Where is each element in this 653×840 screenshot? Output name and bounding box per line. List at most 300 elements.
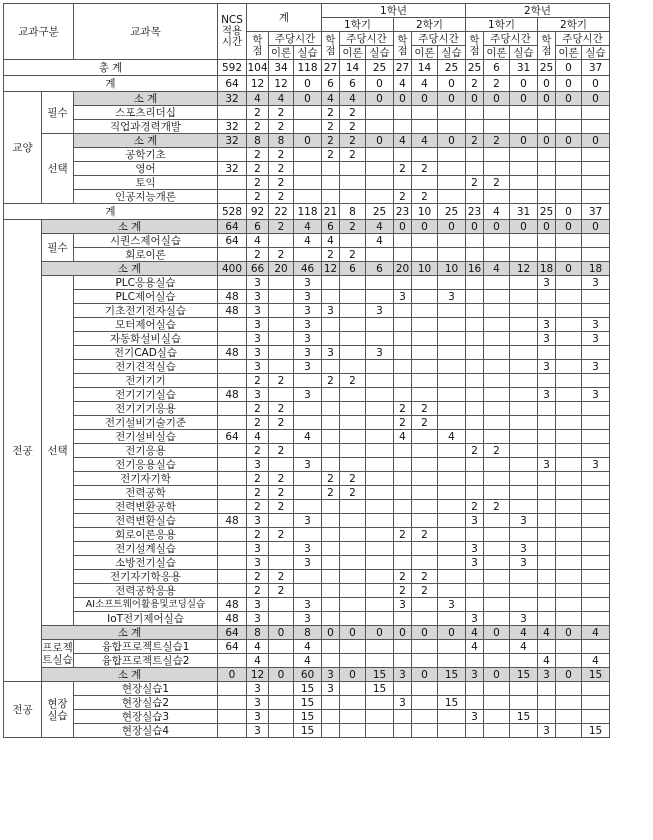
ncs-hours-cell xyxy=(218,542,247,556)
value-cell xyxy=(466,276,484,290)
table-row xyxy=(4,332,610,346)
value-cell xyxy=(412,234,438,248)
value-cell xyxy=(466,472,484,486)
value-cell: 3 xyxy=(538,458,556,472)
value-cell: 6 xyxy=(322,76,340,92)
value-cell xyxy=(538,234,556,248)
value-cell xyxy=(294,190,322,204)
value-cell: 31 xyxy=(510,204,538,220)
table-row xyxy=(4,612,610,626)
value-cell xyxy=(438,528,466,542)
table-row xyxy=(4,374,610,388)
value-cell xyxy=(294,486,322,500)
value-cell: 46 xyxy=(294,262,322,276)
value-cell: 3 xyxy=(538,360,556,374)
ncs-hours-cell: 64 xyxy=(218,640,247,654)
value-cell xyxy=(510,374,538,388)
ncs-hours-cell: 48 xyxy=(218,612,247,626)
value-cell: 6 xyxy=(322,220,340,234)
value-cell: 2 xyxy=(340,248,366,262)
value-cell xyxy=(438,570,466,584)
value-cell: 3 xyxy=(294,542,322,556)
value-cell: 8 xyxy=(340,204,366,220)
header-credit-line1: 학 xyxy=(469,33,480,46)
value-cell: 2 xyxy=(412,528,438,542)
value-cell: 3 xyxy=(438,290,466,304)
value-cell: 3 xyxy=(247,318,269,332)
value-cell: 34 xyxy=(269,60,294,76)
value-cell xyxy=(340,542,366,556)
value-cell: 3 xyxy=(294,346,322,360)
value-cell: 2 xyxy=(269,472,294,486)
value-cell xyxy=(412,710,438,724)
value-cell xyxy=(538,248,556,262)
header-credit-line1: 학 xyxy=(325,33,336,46)
group-project-line1: 프로젝 xyxy=(42,641,73,654)
value-cell: 2 xyxy=(247,528,269,542)
value-cell xyxy=(322,500,340,514)
value-cell xyxy=(340,190,366,204)
header-credit-line2: 점 xyxy=(325,44,336,57)
value-cell xyxy=(340,570,366,584)
value-cell: 4 xyxy=(538,626,556,640)
summary-row xyxy=(4,60,610,76)
value-cell xyxy=(438,444,466,458)
value-cell xyxy=(538,176,556,190)
curriculum-table-container xyxy=(3,3,610,738)
table-body xyxy=(4,60,610,738)
value-cell xyxy=(556,724,582,738)
value-cell xyxy=(269,654,294,668)
value-cell: 0 xyxy=(294,92,322,106)
course-name: 직업과경력개발 xyxy=(74,120,218,134)
value-cell xyxy=(484,724,510,738)
value-cell xyxy=(269,682,294,696)
value-cell xyxy=(510,290,538,304)
value-cell xyxy=(466,106,484,120)
value-cell xyxy=(438,654,466,668)
value-cell xyxy=(510,332,538,346)
value-cell: 2 xyxy=(466,176,484,190)
value-cell: 25 xyxy=(466,60,484,76)
value-cell: 4 xyxy=(294,220,322,234)
header-weekly-y1s1: 주당시간 xyxy=(340,32,394,46)
ncs-hours-cell: 48 xyxy=(218,388,247,402)
ncs-hours-cell: 32 xyxy=(218,162,247,176)
value-cell xyxy=(466,458,484,472)
value-cell xyxy=(582,106,610,120)
value-cell xyxy=(366,640,394,654)
value-cell: 2 xyxy=(269,528,294,542)
value-cell: 2 xyxy=(247,416,269,430)
value-cell xyxy=(412,500,438,514)
value-cell: 4 xyxy=(484,262,510,276)
value-cell xyxy=(510,696,538,710)
value-cell: 3 xyxy=(538,388,556,402)
value-cell xyxy=(556,148,582,162)
ncs-hours-cell xyxy=(218,458,247,472)
value-cell xyxy=(438,388,466,402)
value-cell xyxy=(394,612,412,626)
ncs-hours-cell: 48 xyxy=(218,346,247,360)
value-cell xyxy=(582,570,610,584)
value-cell xyxy=(394,304,412,318)
value-cell xyxy=(366,248,394,262)
value-cell xyxy=(582,696,610,710)
value-cell xyxy=(466,696,484,710)
value-cell xyxy=(466,416,484,430)
value-cell xyxy=(394,388,412,402)
course-name: PLC제어실습 xyxy=(74,290,218,304)
value-cell xyxy=(366,388,394,402)
value-cell: 2 xyxy=(466,134,484,148)
value-cell xyxy=(340,430,366,444)
value-cell: 3 xyxy=(582,276,610,290)
value-cell xyxy=(510,458,538,472)
value-cell xyxy=(294,528,322,542)
value-cell: 2 xyxy=(269,570,294,584)
value-cell xyxy=(582,120,610,134)
value-cell xyxy=(538,120,556,134)
value-cell: 3 xyxy=(538,318,556,332)
value-cell: 0 xyxy=(438,92,466,106)
value-cell xyxy=(294,570,322,584)
ncs-hours-cell xyxy=(218,106,247,120)
ncs-hours-cell xyxy=(218,248,247,262)
value-cell xyxy=(466,724,484,738)
value-cell: 3 xyxy=(294,458,322,472)
table-row xyxy=(4,500,610,514)
ncs-hours-cell xyxy=(218,444,247,458)
value-cell xyxy=(484,556,510,570)
value-cell xyxy=(484,584,510,598)
value-cell xyxy=(582,584,610,598)
table-row xyxy=(4,190,610,204)
value-cell xyxy=(412,430,438,444)
course-name: 영어 xyxy=(74,162,218,176)
value-cell xyxy=(412,654,438,668)
ncs-hours-cell xyxy=(218,528,247,542)
value-cell: 3 xyxy=(247,682,269,696)
value-cell: 3 xyxy=(582,332,610,346)
value-cell xyxy=(538,682,556,696)
course-name: PLC응용실습 xyxy=(74,276,218,290)
value-cell: 2 xyxy=(484,500,510,514)
ncs-hours-cell: 64 xyxy=(218,430,247,444)
value-cell xyxy=(269,542,294,556)
value-cell xyxy=(269,276,294,290)
header-ncs-line2: 적용 xyxy=(221,25,243,37)
value-cell xyxy=(582,710,610,724)
value-cell xyxy=(538,514,556,528)
value-cell: 15 xyxy=(294,724,322,738)
value-cell: 0 xyxy=(556,626,582,640)
course-name: 소방전기실습 xyxy=(74,556,218,570)
value-cell xyxy=(322,598,340,612)
value-cell: 8 xyxy=(247,626,269,640)
value-cell xyxy=(294,162,322,176)
value-cell: 3 xyxy=(247,542,269,556)
value-cell xyxy=(538,430,556,444)
value-cell xyxy=(412,276,438,290)
course-name: 전기견적실습 xyxy=(74,360,218,374)
value-cell xyxy=(412,542,438,556)
value-cell: 4 xyxy=(394,430,412,444)
value-cell xyxy=(556,710,582,724)
value-cell: 4 xyxy=(466,640,484,654)
table-row xyxy=(4,682,610,696)
value-cell xyxy=(484,472,510,486)
category-jeongong: 전공 xyxy=(4,220,42,682)
value-cell: 15 xyxy=(582,724,610,738)
table-row xyxy=(4,416,610,430)
value-cell xyxy=(484,486,510,500)
value-cell xyxy=(340,500,366,514)
value-cell xyxy=(394,486,412,500)
value-cell xyxy=(412,318,438,332)
value-cell xyxy=(412,176,438,190)
value-cell xyxy=(484,388,510,402)
value-cell xyxy=(394,444,412,458)
value-cell xyxy=(340,514,366,528)
ncs-hours-cell xyxy=(218,710,247,724)
value-cell: 0 xyxy=(556,220,582,234)
value-cell xyxy=(340,388,366,402)
value-cell: 2 xyxy=(269,162,294,176)
value-cell: 3 xyxy=(247,724,269,738)
value-cell: 4 xyxy=(247,640,269,654)
value-cell xyxy=(556,640,582,654)
value-cell xyxy=(340,556,366,570)
value-cell xyxy=(556,458,582,472)
value-cell: 3 xyxy=(294,360,322,374)
course-name: 전기기기 xyxy=(74,374,218,388)
ncs-hours-cell xyxy=(218,416,247,430)
value-cell: 0 xyxy=(294,76,322,92)
value-cell: 3 xyxy=(538,668,556,682)
value-cell xyxy=(340,176,366,190)
value-cell xyxy=(556,332,582,346)
value-cell xyxy=(322,696,340,710)
value-cell: 0 xyxy=(269,668,294,682)
ncs-hours-cell: 32 xyxy=(218,92,247,106)
value-cell xyxy=(538,290,556,304)
summary-row xyxy=(4,92,610,106)
value-cell: 23 xyxy=(466,204,484,220)
value-cell: 0 xyxy=(556,60,582,76)
value-cell xyxy=(582,148,610,162)
value-cell: 0 xyxy=(510,92,538,106)
value-cell xyxy=(484,290,510,304)
ncs-hours-cell xyxy=(218,500,247,514)
value-cell xyxy=(556,276,582,290)
value-cell xyxy=(366,654,394,668)
value-cell: 2 xyxy=(412,162,438,176)
value-cell: 104 xyxy=(247,61,268,74)
value-cell xyxy=(294,106,322,120)
value-cell xyxy=(582,430,610,444)
value-cell: 10 xyxy=(412,204,438,220)
course-name: IoT전기제어실습 xyxy=(74,612,218,626)
value-cell: 3 xyxy=(294,276,322,290)
table-row xyxy=(4,248,610,262)
value-cell xyxy=(556,346,582,360)
table-row xyxy=(4,360,610,374)
value-cell xyxy=(438,500,466,514)
ncs-hours-cell: 48 xyxy=(218,290,247,304)
value-cell xyxy=(556,106,582,120)
value-cell: 25 xyxy=(438,60,466,76)
table-row xyxy=(4,486,610,500)
header-theory-y2s2: 이론 xyxy=(556,46,582,60)
value-cell: 27 xyxy=(394,60,412,76)
value-cell xyxy=(294,248,322,262)
value-cell xyxy=(438,332,466,346)
value-cell xyxy=(366,332,394,346)
value-cell xyxy=(322,458,340,472)
value-cell xyxy=(394,542,412,556)
value-cell xyxy=(582,374,610,388)
course-name: AI소프트웨어활용및코딩실습 xyxy=(74,598,218,612)
value-cell: 4 xyxy=(510,640,538,654)
value-cell: 14 xyxy=(340,60,366,76)
value-cell: 18 xyxy=(582,262,610,276)
group-field-line2: 실습 xyxy=(47,709,68,722)
value-cell: 3 xyxy=(247,276,269,290)
value-cell: 20 xyxy=(394,262,412,276)
header-practice-y1s1: 실습 xyxy=(366,46,394,60)
value-cell xyxy=(438,402,466,416)
ncs-hours-cell: 48 xyxy=(218,304,247,318)
ncs-hours-cell xyxy=(218,332,247,346)
value-cell xyxy=(366,570,394,584)
value-cell xyxy=(538,598,556,612)
value-cell xyxy=(366,162,394,176)
value-cell: 4 xyxy=(466,626,484,640)
value-cell: 3 xyxy=(394,290,412,304)
value-cell: 2 xyxy=(269,374,294,388)
value-cell xyxy=(438,514,466,528)
value-cell xyxy=(322,332,340,346)
value-cell xyxy=(484,190,510,204)
value-cell xyxy=(438,234,466,248)
value-cell xyxy=(538,444,556,458)
value-cell: 3 xyxy=(247,696,269,710)
value-cell xyxy=(484,696,510,710)
value-cell: 0 xyxy=(556,668,582,682)
value-cell: 2 xyxy=(269,486,294,500)
value-cell xyxy=(466,190,484,204)
value-cell xyxy=(538,148,556,162)
header-theory-total: 이론 xyxy=(269,46,294,60)
value-cell: 2 xyxy=(322,106,340,120)
header-total: 계 xyxy=(247,4,322,32)
value-cell: 2 xyxy=(412,584,438,598)
value-cell xyxy=(484,542,510,556)
value-cell xyxy=(340,682,366,696)
ncs-hours-cell: 32 xyxy=(218,120,247,134)
header-credit-line2: 점 xyxy=(469,44,480,57)
value-cell: 3 xyxy=(510,612,538,626)
course-name: 자동화설비실습 xyxy=(74,332,218,346)
value-cell xyxy=(340,654,366,668)
value-cell: 2 xyxy=(269,190,294,204)
value-cell xyxy=(394,148,412,162)
value-cell xyxy=(412,556,438,570)
value-cell xyxy=(269,598,294,612)
value-cell xyxy=(269,710,294,724)
value-cell xyxy=(366,148,394,162)
value-cell: 3 xyxy=(294,612,322,626)
value-cell: 2 xyxy=(247,120,269,134)
value-cell xyxy=(269,234,294,248)
value-cell xyxy=(366,276,394,290)
value-cell: 2 xyxy=(247,444,269,458)
value-cell xyxy=(294,584,322,598)
value-cell: 2 xyxy=(484,444,510,458)
value-cell: 3 xyxy=(247,612,269,626)
value-cell xyxy=(556,430,582,444)
value-cell xyxy=(294,444,322,458)
summary-row xyxy=(4,262,610,276)
value-cell xyxy=(466,388,484,402)
value-cell xyxy=(394,682,412,696)
value-cell: 0 xyxy=(322,626,340,640)
value-cell xyxy=(582,682,610,696)
header-ncs-line1: NCS xyxy=(221,14,243,26)
value-cell: 2 xyxy=(269,176,294,190)
value-cell xyxy=(322,542,340,556)
value-cell xyxy=(394,332,412,346)
value-cell: 4 xyxy=(582,654,610,668)
value-cell xyxy=(438,374,466,388)
ncs-hours-cell xyxy=(218,176,247,190)
value-cell: 2 xyxy=(322,120,340,134)
value-cell: 2 xyxy=(412,416,438,430)
header-weekly-total: 주당시간 xyxy=(269,32,322,46)
value-cell xyxy=(340,584,366,598)
value-cell: 2 xyxy=(340,374,366,388)
table-row xyxy=(4,430,610,444)
value-cell: 0 xyxy=(294,134,322,148)
group-field-line1: 현장 xyxy=(47,697,68,710)
value-cell xyxy=(438,640,466,654)
value-cell xyxy=(340,360,366,374)
value-cell xyxy=(510,234,538,248)
value-cell xyxy=(556,444,582,458)
value-cell: 3 xyxy=(247,556,269,570)
value-cell xyxy=(340,234,366,248)
course-name: 회로이론 xyxy=(74,248,218,262)
value-cell: 0 xyxy=(394,92,412,106)
value-cell: 3 xyxy=(438,598,466,612)
value-cell: 15 xyxy=(366,668,394,682)
value-cell xyxy=(466,430,484,444)
value-cell xyxy=(269,360,294,374)
table-row xyxy=(4,318,610,332)
value-cell xyxy=(394,640,412,654)
value-cell xyxy=(556,374,582,388)
value-cell: 4 xyxy=(582,626,610,640)
value-cell xyxy=(366,360,394,374)
value-cell: 0 xyxy=(412,626,438,640)
value-cell xyxy=(340,416,366,430)
value-cell xyxy=(582,598,610,612)
value-cell: 8 xyxy=(294,626,322,640)
table-row xyxy=(4,176,610,190)
value-cell: 4 xyxy=(412,76,438,92)
ncs-hours-cell: 64 xyxy=(218,626,247,640)
